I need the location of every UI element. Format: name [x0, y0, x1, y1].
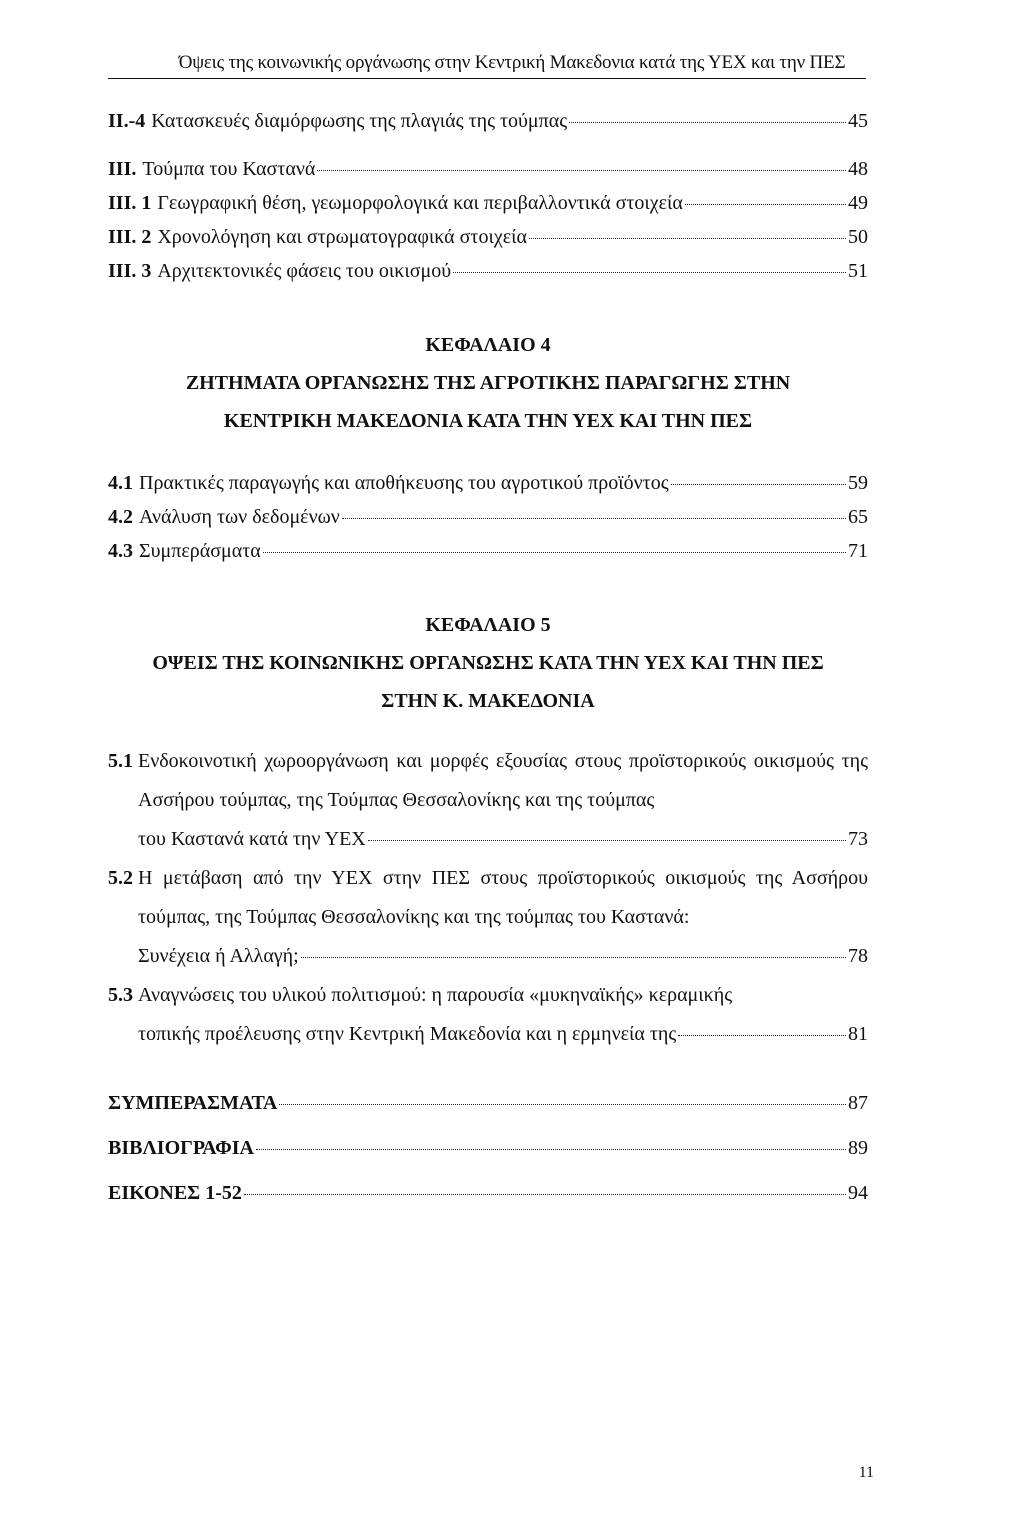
spacer [108, 720, 868, 742]
toc-entry [108, 192, 868, 226]
toc-entry [108, 1182, 868, 1227]
entry-page: 89 [848, 1137, 868, 1159]
dot-leader [529, 238, 846, 239]
dot-leader [453, 272, 846, 273]
chapter-4-entries [108, 472, 868, 574]
entry-title: Τούμπα του Καστανά [142, 158, 316, 180]
entry-number: III. 2 [108, 226, 152, 248]
entry-number: 4.3 [108, 540, 133, 562]
entry-title: Αρχιτεκτονικές φάσεις του οικισμού [157, 260, 452, 282]
dot-leader [279, 1104, 846, 1105]
entry-title: Αναγνώσεις του υλικού πολιτισμού: η παρουσία «μυκηναϊκής» κεραμικής [138, 984, 733, 1006]
entry-page: 45 [848, 110, 868, 132]
dot-leader [263, 552, 846, 553]
dot-leader [569, 122, 846, 123]
entry-body [138, 859, 868, 976]
toc-entry [108, 226, 868, 260]
entry-page: 78 [848, 945, 868, 967]
dot-leader [244, 1194, 846, 1195]
toc-entry [108, 1092, 868, 1137]
entry-title: Η μετάβαση από την ΥΕΧ στην ΠΕΣ στους προϊστορικούς οικισμούς της Ασσήρου τούμπας, της Τούμπας Θεσσαλονίκης και της τούμπας του Καστανά: [138, 867, 868, 928]
entry-body [138, 976, 868, 1054]
dot-leader [256, 1149, 846, 1150]
entry-number: 4.1 [108, 472, 133, 494]
entry-title-end: τοπικής προέλευσης στην Κεντρική Μακεδονία και η ερμηνεία της [138, 1023, 677, 1045]
entry-title: ΕΙΚΟΝΕΣ 1-52 [108, 1182, 242, 1204]
spacer [108, 440, 868, 472]
dot-leader [301, 957, 846, 958]
dot-leader [671, 484, 846, 485]
entry-page: 50 [848, 226, 868, 248]
dot-leader [368, 840, 846, 841]
entry-number: 5.3 [108, 984, 133, 1006]
spacer [108, 144, 868, 158]
entry-page: 73 [848, 828, 868, 850]
toc-entry-multiline [108, 859, 868, 976]
toc-entry [108, 110, 868, 144]
entry-title: Ανάλυση των δεδομένων [139, 506, 340, 528]
entry-number: 4.2 [108, 506, 133, 528]
entry-title: Συμπεράσματα [139, 540, 261, 562]
entry-page: 49 [848, 192, 868, 214]
toc-entry [108, 506, 868, 540]
entry-number: III. 1 [108, 192, 152, 214]
table-of-contents [108, 110, 868, 1227]
entry-page: 81 [848, 1023, 868, 1045]
dot-leader [317, 170, 846, 171]
running-header: Όψεις της κοινωνικής οργάνωσης στην Κεντρική Μακεδονια κατά της ΥΕΧ και την ΠΕΣ [178, 52, 846, 73]
chapter-label: ΚΕΦΑΛΑΙΟ 4 [425, 334, 551, 356]
chapter-5-heading [108, 606, 868, 720]
toc-entry [108, 1137, 868, 1182]
dot-leader [342, 518, 846, 519]
entry-number: II.-4 [108, 110, 146, 132]
entry-page: 71 [848, 540, 868, 562]
entry-title: Κατασκευές διαμόρφωσης της πλαγιάς της τούμπας [151, 110, 568, 132]
dot-leader [678, 1035, 846, 1036]
entry-last-line [138, 1015, 868, 1054]
toc-entry [108, 472, 868, 506]
chapter-4-heading [108, 326, 868, 440]
entry-title: Πρακτικές παραγωγής και αποθήκευσης του αγροτικού προϊόντος [139, 472, 669, 494]
entry-page: 51 [848, 260, 868, 282]
chapter-label: ΚΕΦΑΛΑΙΟ 5 [425, 614, 551, 636]
entry-page: 94 [848, 1182, 868, 1204]
entry-title: ΣΥΜΠΕΡΑΣΜΑΤΑ [108, 1092, 278, 1114]
entry-number: 5.1 [108, 750, 133, 772]
entry-last-line [138, 937, 868, 976]
toc-entry-multiline [108, 976, 868, 1054]
toc-entry-multiline [108, 742, 868, 859]
spacer [108, 294, 868, 326]
back-matter-entries [108, 1092, 868, 1227]
toc-entry [108, 158, 868, 192]
chapter-title-line: ΟΨΕΙΣ ΤΗΣ ΚΟΙΝΩΝΙΚΗΣ ΟΡΓΑΝΩΣΗΣ ΚΑΤΑ ΤΗΝ ΥΕΧ ΚΑΙ ΤΗΝ ΠΕΣ [152, 652, 824, 674]
entry-title: Γεωγραφική θέση, γεωμορφολογικά και περιβαλλοντικά στοιχεία [157, 192, 683, 214]
entry-number: III. 3 [108, 260, 152, 282]
entry-number: 5.2 [108, 867, 133, 889]
spacer [108, 1054, 868, 1092]
entry-page: 59 [848, 472, 868, 494]
entry-number: III. [108, 158, 137, 180]
chapter-title-line: ΚΕΝΤΡΙΚΗ ΜΑΚΕΔΟΝΙΑ ΚΑΤΑ ΤΗΝ ΥΕΧ ΚΑΙ ΤΗΝ ΠΕΣ [223, 410, 753, 432]
entry-page: 87 [848, 1092, 868, 1114]
spacer [108, 574, 868, 606]
chapter-title-line: ΖΗΤΗΜΑΤΑ ΟΡΓΑΝΩΣΗΣ ΤΗΣ ΑΓΡΟΤΙΚΗΣ ΠΑΡΑΓΩΓΗΣ ΣΤΗΝ [185, 372, 791, 394]
entry-page: 65 [848, 506, 868, 528]
entry-body [138, 742, 868, 859]
toc-entry [108, 540, 868, 574]
chapter-title-line: ΣΤΗΝ Κ. ΜΑΚΕΔΟΝΙΑ [381, 690, 595, 712]
entry-title-end: του Καστανά κατά την ΥΕΧ [138, 828, 366, 850]
toc-entry [108, 260, 868, 294]
entry-last-line [138, 820, 868, 859]
entry-page: 48 [848, 158, 868, 180]
entry-title-end: Συνέχεια ή Αλλαγή; [138, 945, 299, 967]
page-number: 11 [858, 1464, 874, 1481]
entry-title: Χρονολόγηση και στρωματογραφικά στοιχεία [157, 226, 527, 248]
section-3-entries [108, 110, 868, 294]
dot-leader [685, 204, 846, 205]
entry-title: Ενδοκοινοτική χωροοργάνωση και μορφές εξουσίας στους προϊστορικούς οικισμούς της Ασσήρου τούμπας, της Τούμπας Θεσσαλονίκης και της τούμπας [138, 750, 868, 811]
header-rule [108, 78, 866, 79]
entry-title: ΒΙΒΛΙΟΓΡΑΦΙΑ [108, 1137, 254, 1159]
